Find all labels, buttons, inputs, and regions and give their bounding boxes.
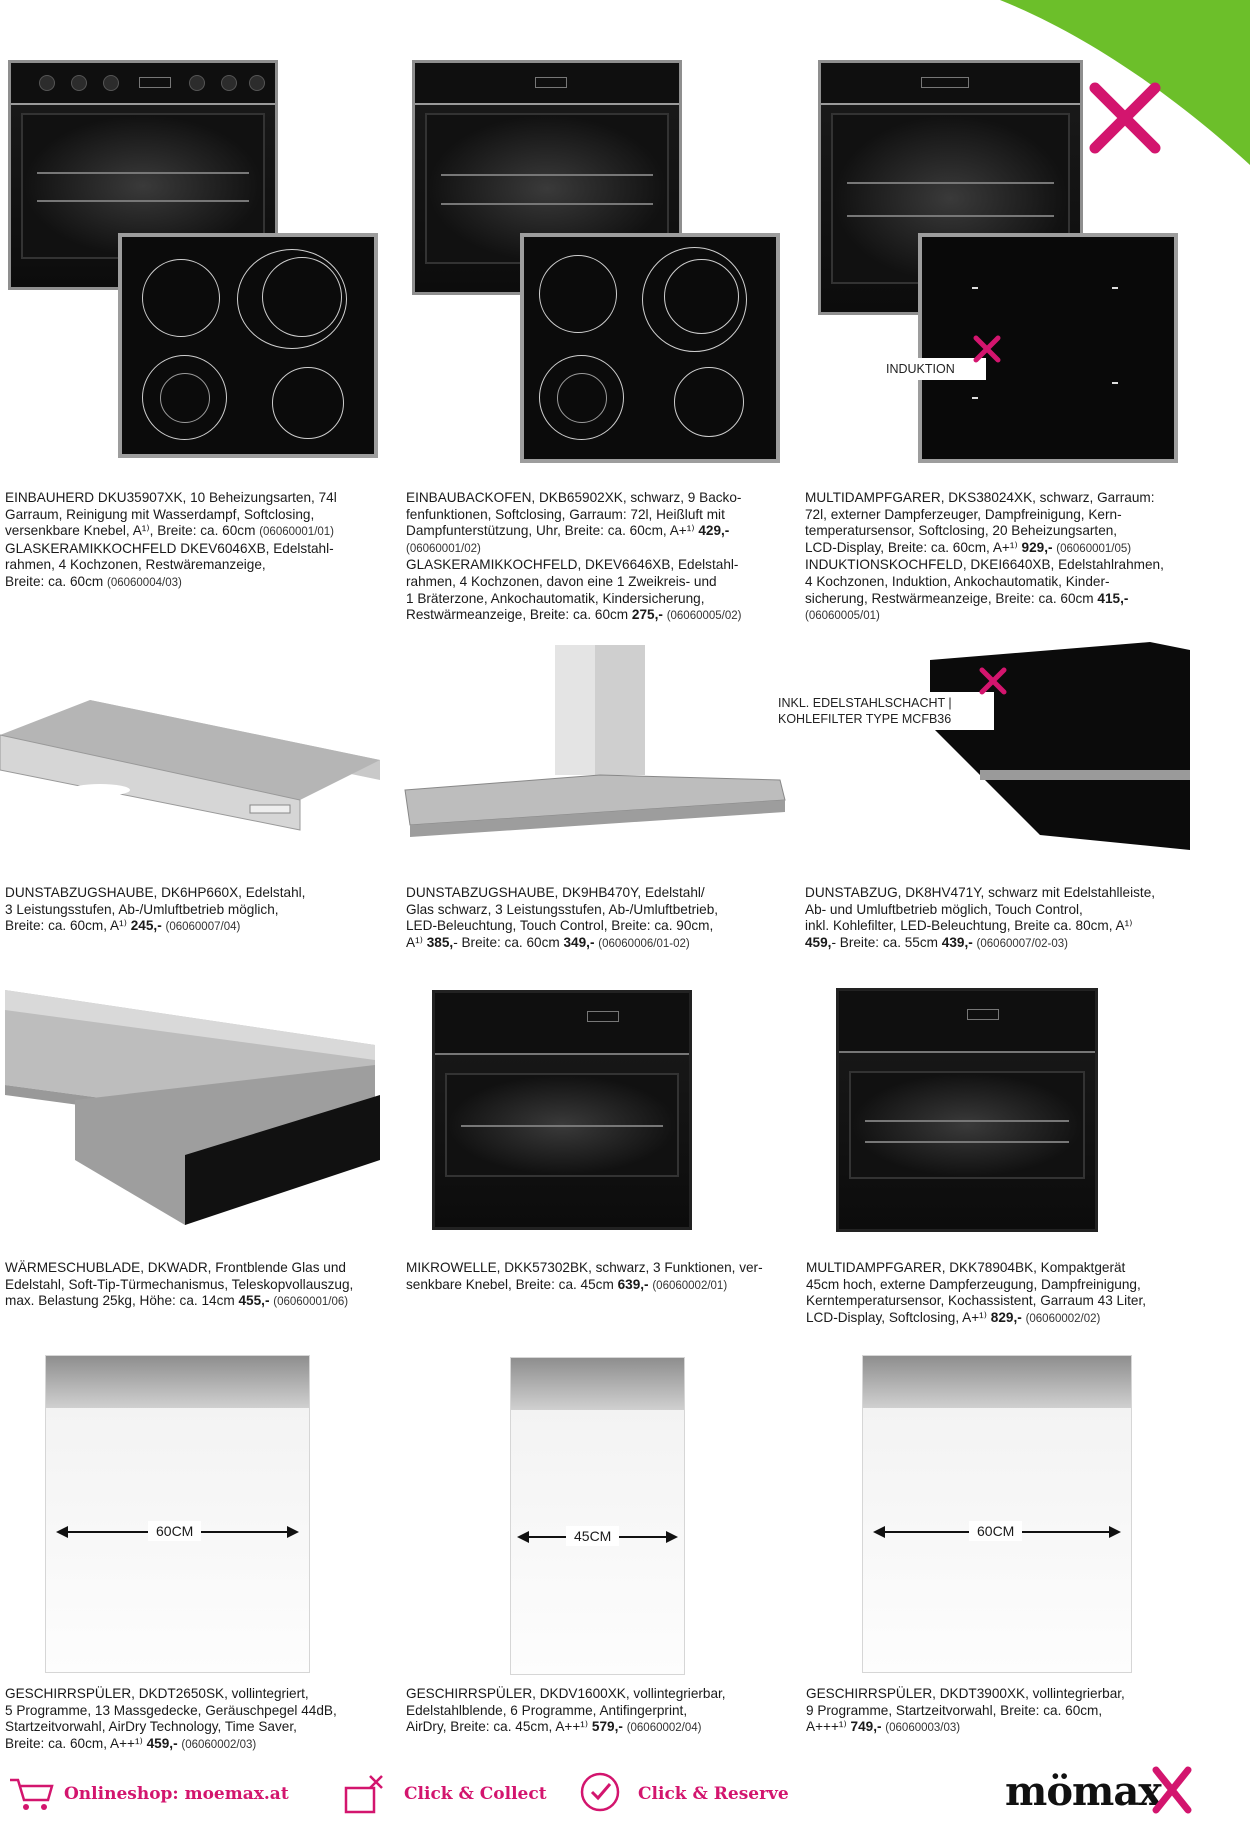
click-collect-icon	[340, 1772, 388, 1816]
tag-x-icon	[970, 332, 1004, 366]
product-desc-8: MIKROWELLE, DKK57302BK, schwarz, 3 Funktionen, ver- senkbare Knebel, Breite: ca. 45cm 639,- (06060002/01)	[406, 1260, 763, 1292]
hood-image-3	[920, 640, 1190, 855]
moemax-logo: mömax	[1005, 1768, 1162, 1815]
compact-steamer-image	[836, 988, 1098, 1232]
induction-tag: INDUKTION	[878, 358, 986, 380]
product-desc-9: MULTIDAMPFGARER, DKK78904BK, Kompaktgerät 45cm hoch, externe Dampferzeugung, Dampfreinigung, Kerntemperatursensor, Kochassistent, Garraum 43 Liter, LCD-Display, Softclosing, A+¹⁾ 829,- (06060002/02)	[806, 1260, 1147, 1325]
product-desc-3: MULTIDAMPFGARER, DKS38024XK, schwarz, Garraum: 72l, externer Dampferzeuger, Dampfreinigung, Kern- temperatursensor, Softclosing, 20 Beheizungsarten, LCD-Display, Breite: ca. 60cm, A+¹⁾ 929,- (06060001/05) INDUKTIONSKOCHFELD, DKEI6640XB, Edelstahlrahmen, 4 Kochzonen, Induktion, Ankochautomatik, Kinder- sicherung, Restwärmeanzeige, Breite: ca. 60cm 415,- (06060005/01)	[805, 490, 1164, 623]
product-desc-6: DUNSTABZUG, DK8HV471Y, schwarz mit Edelstahlleiste, Ab- und Umluftbetrieb möglich, Touch Control, inkl. Kohlefilter, LED-Beleuchtung, Breite ca. 80cm, A¹⁾ 459,- Breite: ca. 55cm 439,- (06060007/02-03)	[805, 885, 1156, 950]
hob-image-1	[118, 233, 378, 458]
onlineshop-link[interactable]: Onlineshop: moemax.at	[64, 1784, 289, 1804]
chimney-tag: INKL. EDELSTAHLSCHACHT | KOHLEFILTER TYPE MCFB36	[770, 692, 994, 730]
dishwasher-image-1	[45, 1355, 310, 1673]
dishwasher-image-3	[862, 1355, 1132, 1673]
logo-x-icon	[1150, 1764, 1194, 1816]
click-collect-link[interactable]: Click & Collect	[404, 1784, 547, 1804]
hood-image-2	[400, 640, 800, 840]
microwave-image	[432, 990, 692, 1230]
product-desc-11: GESCHIRRSPÜLER, DKDV1600XK, vollintegrierbar, Edelstahlblende, 6 Programme, Antifingerprint, AirDry, Breite: ca. 45cm, A++¹⁾ 579,- (06060002/04)	[406, 1686, 726, 1735]
click-reserve-icon	[576, 1770, 626, 1816]
dimension-label: 60CM	[148, 1521, 201, 1541]
product-desc-5: DUNSTABZUGSHAUBE, DK9HB470Y, Edelstahl/ Glas schwarz, 3 Leistungsstufen, Ab-/Umluftbetrieb, LED-Beleuchtung, Touch Control, Breite: ca. 90cm, A¹⁾ 385,- Breite: ca. 60cm 349,- (06060006/01-02)	[406, 885, 719, 950]
tag-x-icon-2	[976, 664, 1010, 698]
brand-x-icon	[1085, 78, 1165, 158]
product-desc-7: WÄRMESCHUBLADE, DKWADR, Frontblende Glas und Edelstahl, Soft-Tip-Türmechanismus, Teleskopvollauszug, max. Belastung 25kg, Höhe: ca. 14cm 455,- (06060001/06)	[5, 1260, 354, 1309]
click-reserve-link[interactable]: Click & Reserve	[638, 1784, 789, 1804]
product-desc-4: DUNSTABZUGSHAUBE, DK6HP660X, Edelstahl, 3 Leistungsstufen, Ab-/Umluftbetrieb möglich, Breite: ca. 60cm, A¹⁾ 245,- (06060007/04)	[5, 885, 306, 934]
cart-icon	[8, 1776, 56, 1814]
product-desc-2: EINBAUBACKOFEN, DKB65902XK, schwarz, 9 Backo- fenfunktionen, Softclosing, Garraum: 72l, Heißluft mit Dampfunterstützung, Uhr, Breite: ca. 60cm, A+¹⁾ 429,- (06060001/02) GLASKERAMIKKOCHFELD, DKEV6646XB, Edelstahl- rahmen, 4 Kochzonen, davon eine 1 Zweikreis- und 1 Bräterzone, Ankochautomatik, Kindersicherung, Restwärmeanzeige, Breite: ca. 60cm 275,- (06060005/02)	[406, 490, 742, 623]
hood-image-1	[0, 690, 390, 835]
dishwasher-image-2	[510, 1357, 685, 1675]
induction-hob-image	[918, 233, 1178, 463]
product-desc-1: EINBAUHERD DKU35907XK, 10 Beheizungsarten, 74l Garraum, Reinigung mit Wasserdampf, Softclosing, versenkbare Knebel, A¹⁾, Breite: ca. 60cm (06060001/01) GLASKERAMIKKOCHFELD DKEV6046XB, Edelstahl- rahmen, 4 Kochzonen, Restwäremanzeige, Breite: ca. 60cm (06060004/03)	[5, 490, 337, 589]
hob-image-2	[520, 233, 780, 463]
warming-drawer-image	[5, 985, 390, 1235]
dimension-label: 45CM	[566, 1526, 619, 1546]
product-desc-10: GESCHIRRSPÜLER, DKDT2650SK, vollintegriert, 5 Programme, 13 Massgedecke, Geräuschpegel 44dB, Startzeitvorwahl, AirDry Technology, Time Saver, Breite: ca. 60cm, A++¹⁾ 459,- (06060002/03)	[5, 1686, 337, 1751]
product-desc-12: GESCHIRRSPÜLER, DKDT3900XK, vollintegrierbar, 9 Programme, Startzeitvorwahl, Breite: ca. 60cm, A+++¹⁾ 749,- (06060003/03)	[806, 1686, 1125, 1735]
dimension-label: 60CM	[969, 1521, 1022, 1541]
